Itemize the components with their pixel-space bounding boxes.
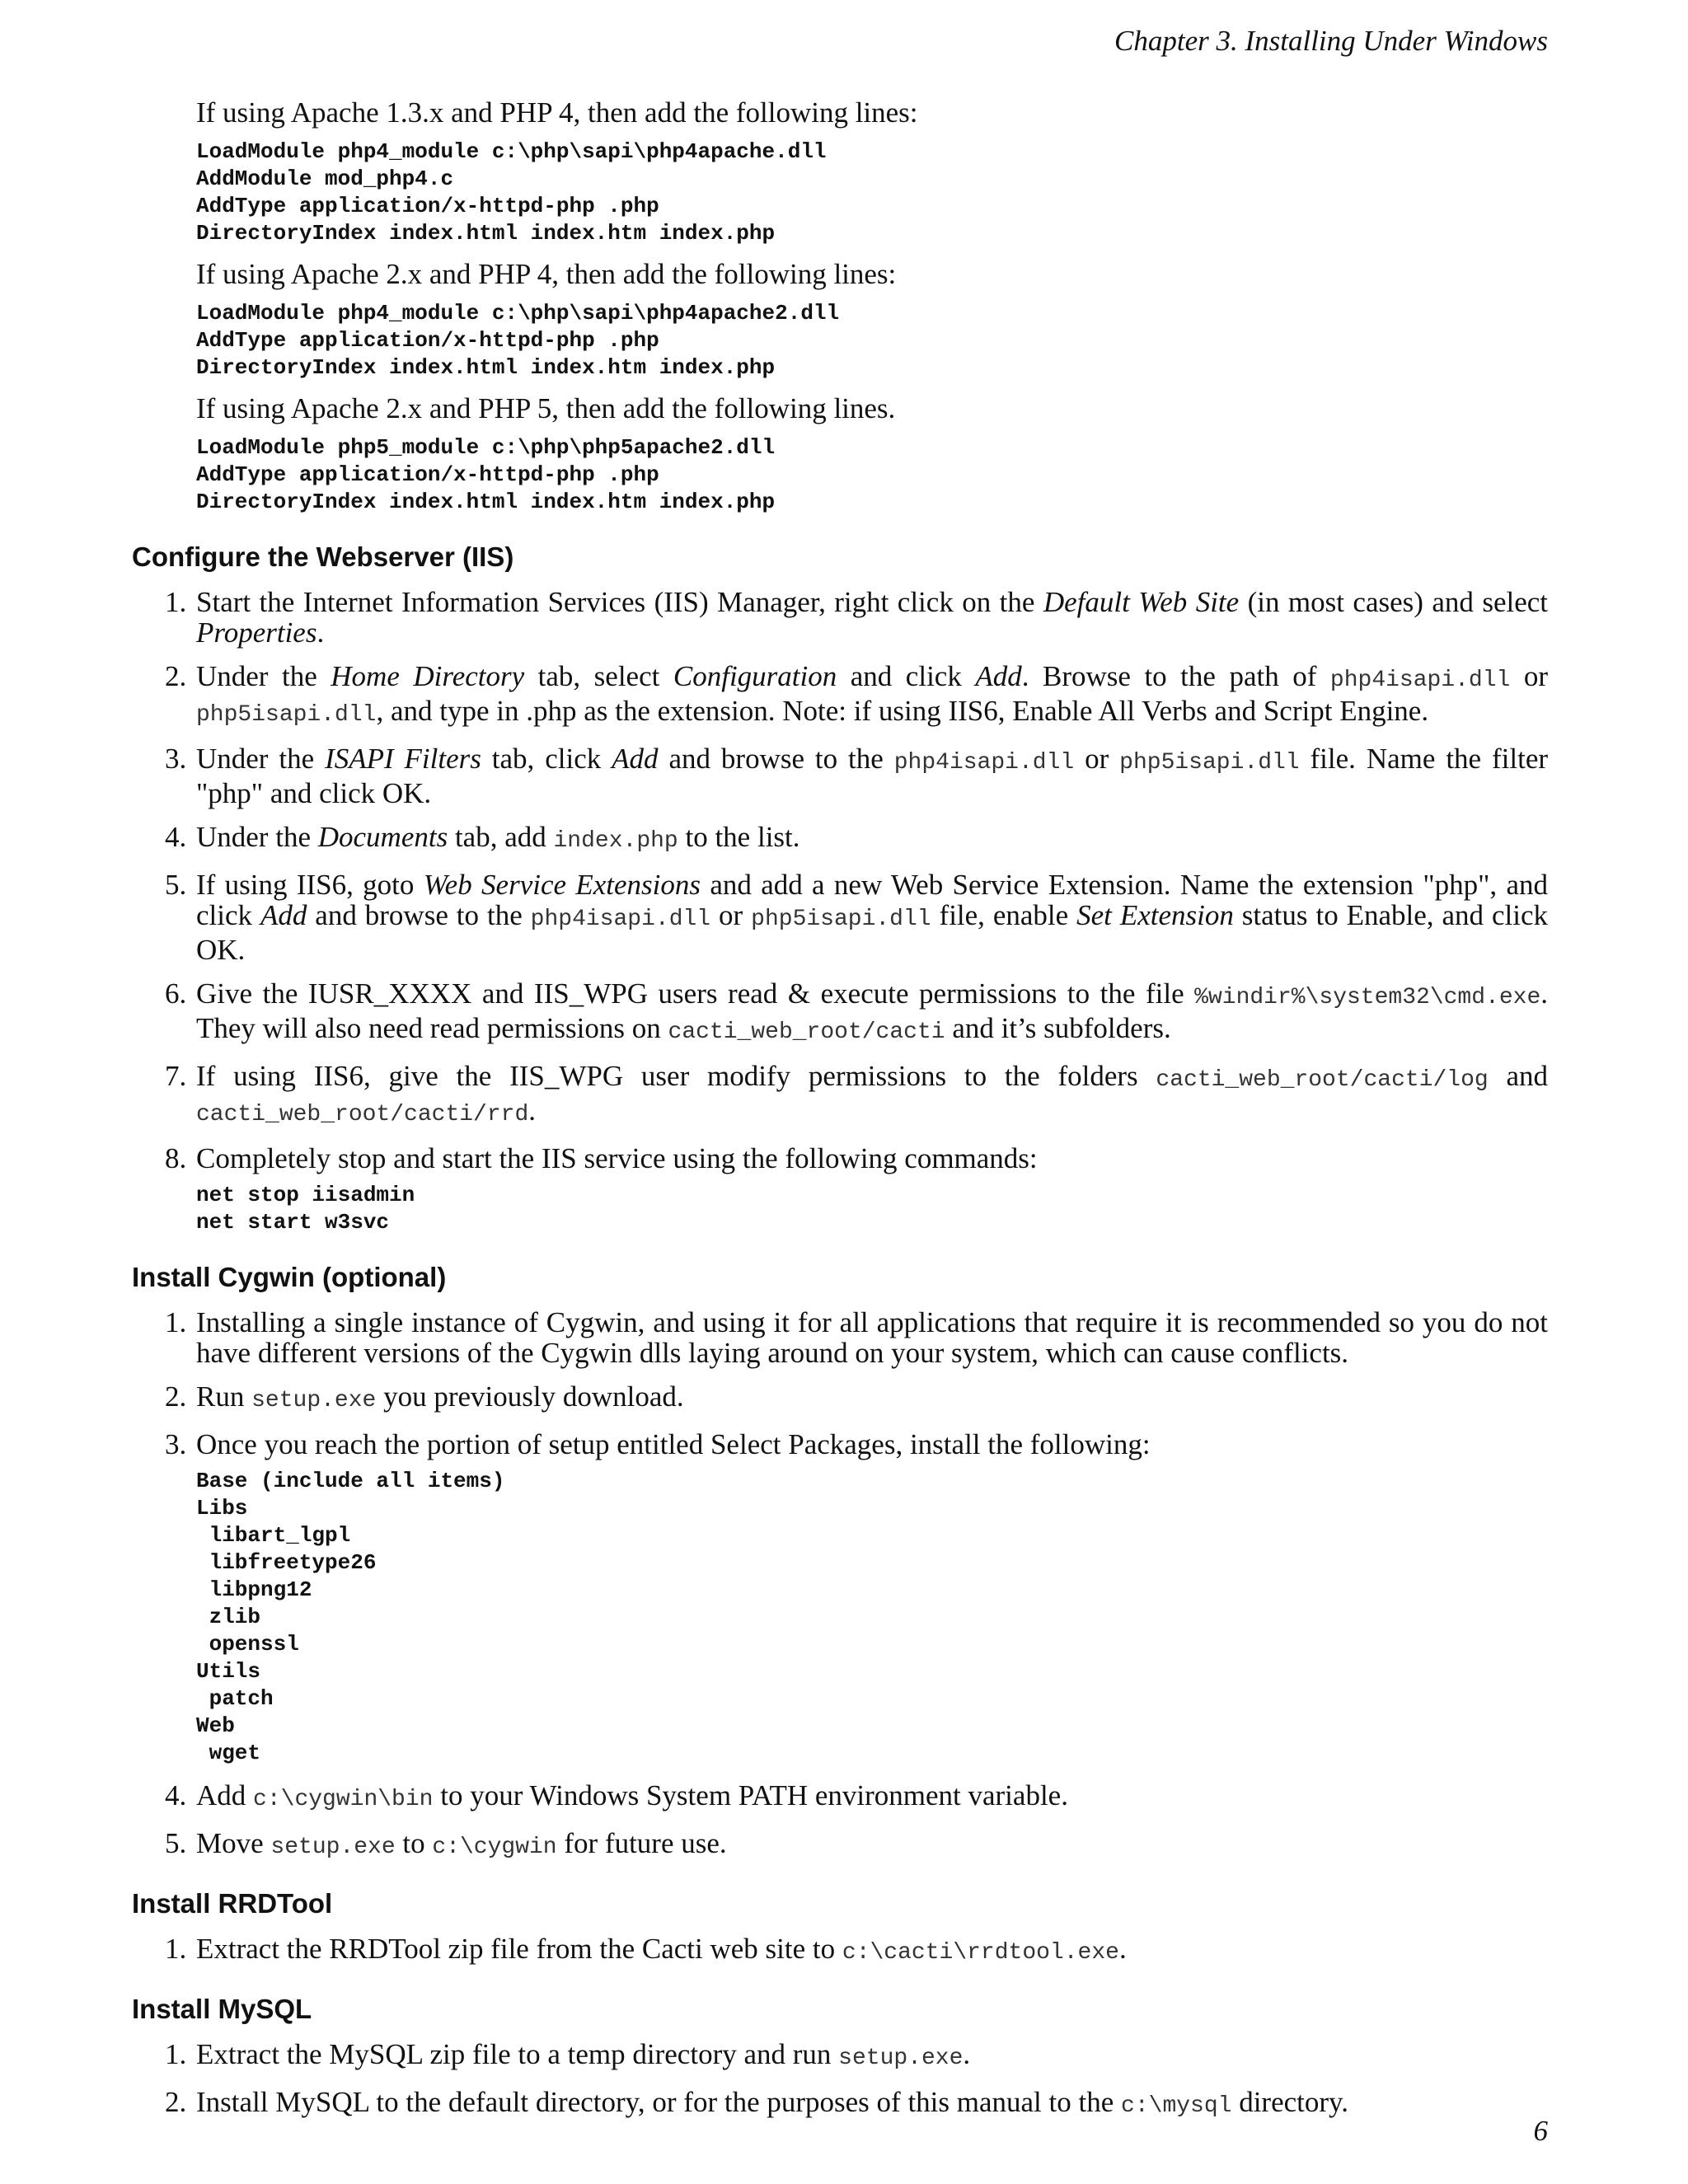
list-item: 2. Under the Home Directory tab, select Configuration and click Add. Browse to the path of php4isapi.dll or php5isapi.dll, and type in .php as the extension. Note: if using IIS6, Enable All Verbs and Script Engine. (165, 660, 1549, 728)
step-number: 5. (165, 869, 187, 901)
code-block-apache13-php4: LoadModule php4_module c:\php\sapi\php4apache.dll AddModule mod_php4.c AddType application/x-httpd-php .php DirectoryIndex index.html index.htm index.php (196, 139, 827, 246)
list-item: 6. Give the IUSR_XXXX and IIS_WPG users read & execute permissions to the file %windir%\system32\cmd.exe. They will also need read permissions on cacti_web_root/cacti and it’s subfolders. (165, 977, 1548, 1045)
list-item: 4. Add c:\cygwin\bin to your Windows System PATH environment variable. (165, 1779, 1068, 1812)
code-block-apache2-php5: LoadModule php5_module c:\php\php5apache2.dll AddType application/x-httpd-php .php DirectoryIndex index.html index.htm index.php (196, 435, 776, 514)
intro-paragraph-2: If using Apache 2.x and PHP 4, then add the following lines: (196, 258, 897, 290)
step-number: 2. (165, 1380, 187, 1413)
step-number: 3. (165, 1428, 187, 1460)
code-block-apache2-php4: LoadModule php4_module c:\php\sapi\php4apache2.dll AddType application/x-httpd-php .php DirectoryIndex index.html index.htm index.php (196, 301, 840, 380)
section-heading-mysql: Install MySQL (132, 1994, 312, 2024)
page-content (0, 97, 1688, 2135)
code-block-cygwin-packages: Base (include all items) Libs libart_lgpl libfreetype26 libpng12 zlib openssl Utils patch Web wget (196, 1469, 505, 1765)
list-item: 7. If using IIS6, give the IIS_WPG user modify permissions to the folders cacti_web_root/cacti/log and cacti_web_root/cacti/rrd. (165, 1060, 1549, 1127)
list-item: 3. Once you reach the portion of setup entitled Select Packages, install the following: Base (include all items) Libs libart_lgpl libfreetype26 libpng12 zlib openssl Utils patch Web wget (0, 1429, 1548, 1767)
rrdtool-steps-list (0, 1933, 1548, 1968)
intro-paragraph-1: If using Apache 1.3.x and PHP 4, then add the following lines: (196, 96, 918, 129)
cygwin-steps-list (0, 1307, 1548, 1863)
section-heading-rrdtool: Install RRDTool (132, 1888, 333, 1919)
step-number: 1. (165, 1306, 187, 1338)
list-item: 8. Completely stop and start the IIS service using the following commands: net stop iisadmin net start w3svc (0, 1143, 1548, 1236)
step-number: 1. (165, 586, 187, 618)
step-number: 1. (165, 2038, 187, 2070)
step-number: 2. (165, 660, 187, 692)
list-item: 1. Extract the RRDTool zip file from the Cacti web site to c:\cacti\rrdtool.exe. (165, 1933, 1127, 1966)
step-number: 3. (165, 743, 187, 775)
page-number: 6 (1533, 2115, 1548, 2147)
list-item: 5. If using IIS6, goto Web Service Extensions and add a new Web Service Extension. Name the extension "php", and click Add and browse to the php4isapi.dll or php5isapi.dll file, enable Set Extension status to Enable, and click OK. (165, 869, 1549, 966)
list-item: 5. Move setup.exe to c:\cygwin for future use. (165, 1827, 727, 1860)
list-item: 1. Start the Internet Information Services (IIS) Manager, right click on the Default Web Site (in most cases) and select Properties. (165, 586, 1548, 649)
iis-steps-list (0, 587, 1548, 1236)
list-item: 2. Install MySQL to the default directory, or for the purposes of this manual to the c:\mysql directory. (165, 2086, 1349, 2119)
list-item: 1. Extract the MySQL zip file to a temp directory and run setup.exe. (165, 2038, 971, 2071)
running-header: Chapter 3. Installing Under Windows (1114, 25, 1548, 57)
section-heading-cygwin: Install Cygwin (optional) (132, 1262, 447, 1292)
step-number: 4. (165, 1779, 187, 1811)
list-item: 2. Run setup.exe you previously download. (165, 1380, 684, 1413)
step-number: 2. (165, 2086, 187, 2118)
step-number: 5. (165, 1827, 187, 1859)
code-block-iis-commands: net stop iisadmin net start w3svc (196, 1183, 415, 1235)
list-item: 1. Installing a single instance of Cygwin, and using it for all applications that require it is recommended so you do not have different versions of the Cygwin dlls laying around on your system, which can cause conflicts. (165, 1306, 1548, 1369)
list-item: 4. Under the Documents tab, add index.php to the list. (165, 821, 800, 854)
section-heading-iis: Configure the Webserver (IIS) (132, 541, 514, 572)
intro-paragraph-3: If using Apache 2.x and PHP 5, then add the following lines. (196, 392, 896, 424)
step-number: 4. (165, 821, 187, 853)
step-number: 6. (165, 977, 187, 1010)
step-number: 7. (165, 1060, 187, 1092)
step-number: 1. (165, 1933, 187, 1965)
step-number: 8. (165, 1142, 187, 1174)
list-item: 3. Under the ISAPI Filters tab, click Add and browse to the php4isapi.dll or php5isapi.dll file. Name the filter "php" and click OK. (165, 743, 1549, 809)
mysql-steps-list (0, 2039, 1548, 2121)
